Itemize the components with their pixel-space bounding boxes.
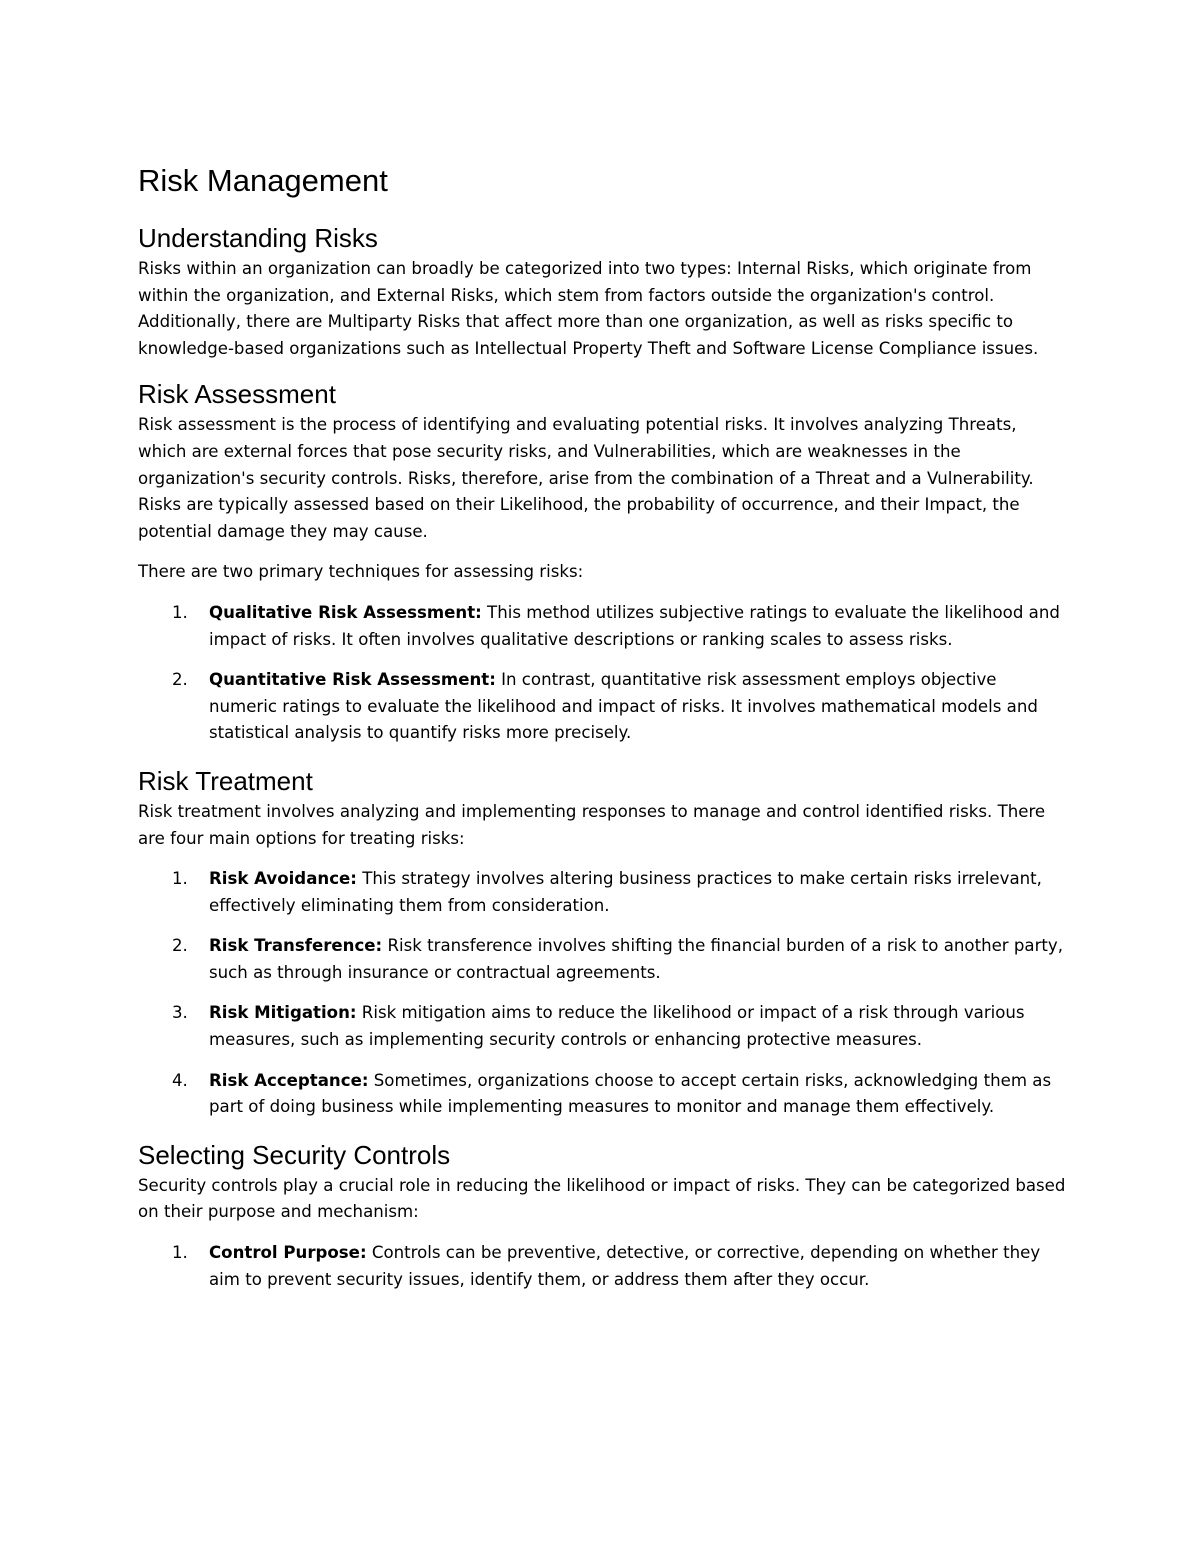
document-title: Risk Management: [138, 163, 388, 198]
list-term: Risk Avoidance:: [209, 869, 357, 889]
list-number: 1.: [172, 869, 188, 889]
list-term: Qualitative Risk Assessment:: [209, 602, 482, 622]
list-term: Quantitative Risk Assessment:: [209, 670, 496, 690]
assessment-techniques-list: [138, 600, 1068, 747]
section-selecting-security-controls: [138, 1137, 1068, 1293]
list-item: [138, 600, 1068, 653]
list-text: Controls can be preventive, detective, or corrective, depending on whether they aim to prevent security issues, identify them, or address them after they occur.: [209, 1243, 1041, 1289]
section-risk-treatment: [138, 763, 1068, 1121]
list-item: [138, 1068, 1068, 1121]
list-text: Sometimes, organizations choose to accept certain risks, acknowledging them as part of doing business while implementing measures to monitor and manage them effectively.: [209, 1070, 1052, 1117]
list-text: Risk mitigation aims to reduce the likelihood or impact of a risk through various measures, such as implementing security controls or enhancing protective measures.: [209, 1003, 1025, 1050]
list-term: Control Purpose:: [209, 1243, 367, 1263]
section-paragraph: Risk treatment involves analyzing and implementing responses to manage and control identified risks. There are four main options for treating risks:: [138, 801, 1046, 848]
list-text: Risk transference involves shifting the financial burden of a risk to another party, such as through insurance or contractual agreements.: [209, 936, 1064, 982]
section-heading: Understanding Risks: [138, 223, 378, 253]
section-heading: Selecting Security Controls: [138, 1139, 451, 1170]
section-paragraph: There are two primary techniques for assessing risks:: [138, 562, 584, 582]
list-number: 2.: [172, 936, 188, 956]
list-number: 1.: [172, 602, 188, 622]
treatment-options-list: [138, 866, 1068, 1121]
list-item: [138, 866, 1068, 919]
section-paragraph: Risks within an organization can broadly be categorized into two types: Internal Risks, which originate from within the organization, and External Risks, which stem from factors outside the organization's control. Additionally, there are Multiparty Risks that affect more than one organization, as well as risks specific to knowledge-based organizations such as Intellectual Property Theft and Software License Compliance issues.: [138, 259, 1039, 358]
list-item: [138, 667, 1068, 747]
list-term: Risk Mitigation:: [209, 1003, 357, 1023]
list-number: 3.: [172, 1003, 188, 1023]
list-text: In contrast, quantitative risk assessment employs objective numeric ratings to evaluate the likelihood and impact of risks. It involves mathematical models and statistical analysis to quantify risks more precisely.: [209, 670, 1038, 743]
list-term: Risk Transference:: [209, 936, 383, 956]
section-paragraph: Risk assessment is the process of identifying and evaluating potential risks. It involves analyzing Threats, which are external forces that pose security risks, and Vulnerabilities, which are weaknesses in the organization's security controls. Risks, therefore, arise from the combination of a Threat and a Vulnerability. Risks are typically assessed based on their Likelihood, the probability of occurrence, and their Impact, the potential damage they may cause.: [138, 415, 1034, 541]
list-number: 2.: [172, 670, 188, 690]
security-controls-list: [138, 1240, 1068, 1293]
section-risk-assessment: [138, 376, 1068, 747]
list-term: Risk Acceptance:: [209, 1070, 369, 1090]
list-text: This method utilizes subjective ratings to evaluate the likelihood and impact of risks. It often involves qualitative descriptions or ranking scales to assess risks.: [209, 602, 1060, 649]
section-paragraph: Security controls play a crucial role in reducing the likelihood or impact of risks. They can be categorized based on their purpose and mechanism:: [138, 1175, 1066, 1222]
list-item: [138, 1240, 1068, 1293]
section-understanding-risks: [138, 220, 1068, 362]
document-page: [138, 160, 1068, 1309]
section-heading: Risk Assessment: [138, 379, 336, 410]
list-number: 4.: [172, 1070, 188, 1090]
list-item: [138, 933, 1068, 986]
list-item: [138, 1000, 1068, 1053]
list-text: This strategy involves altering business practices to make certain risks irrelevant, effectively eliminating them from consideration.: [209, 869, 1042, 915]
section-heading: Risk Treatment: [138, 765, 313, 796]
list-number: 1.: [172, 1243, 188, 1263]
